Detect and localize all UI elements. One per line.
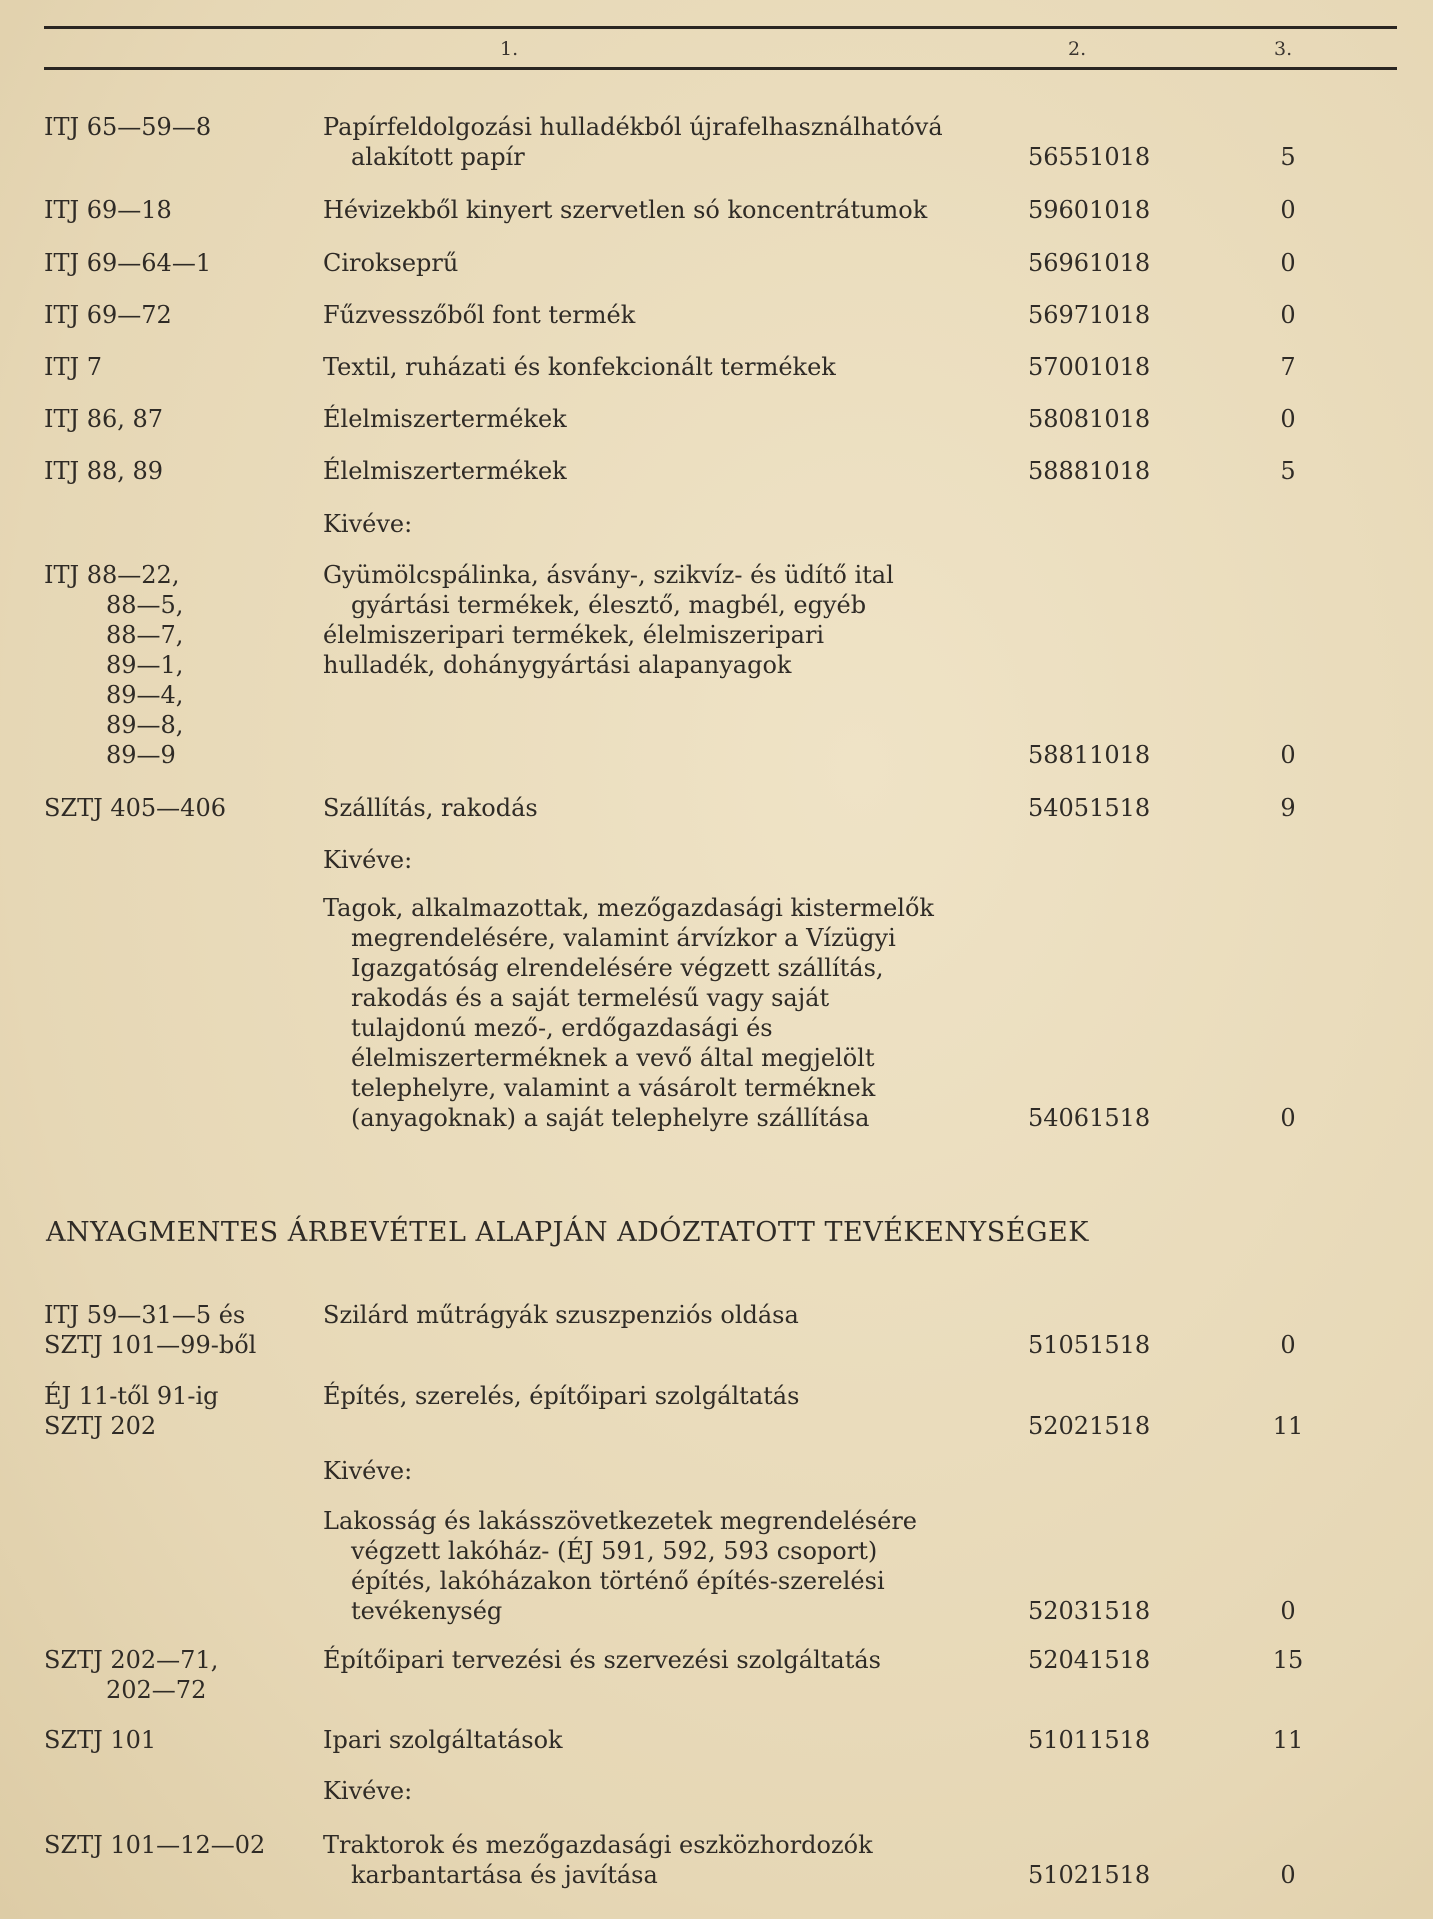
code-line: ÉJ 11-től 91-ig [44, 1382, 219, 1410]
rate-value: 0 [1280, 249, 1296, 277]
description-line: tulajdonú mező-, erdőgazdasági és [351, 1014, 773, 1042]
code-line: SZTJ 405—406 [44, 794, 226, 822]
code-cell [44, 352, 304, 382]
description-line: Tagok, alkalmazottak, mezőgazdasági kistermelők [323, 894, 934, 922]
description-cell [323, 112, 1023, 172]
code-cell [44, 300, 304, 330]
description-line: megrendelésére, valamint árvízkor a Vízügyi [351, 924, 896, 952]
description-cell [323, 1645, 1023, 1675]
code-line: ITJ 88—22, [44, 561, 180, 589]
description-line: Élelmiszertermékek [323, 457, 567, 485]
rate-value: 0 [1280, 405, 1296, 433]
description-cell [323, 456, 1023, 486]
description-line: telephelyre, valamint a vásárolt terméknek [351, 1074, 876, 1102]
code-number: 56971018 [1028, 301, 1151, 329]
column-header-1: 1. [500, 38, 519, 60]
header-rule [44, 67, 1397, 70]
description-line: tevékenység [351, 1597, 503, 1625]
code-number: 58881018 [1028, 457, 1151, 485]
code-number: 51011518 [1028, 1726, 1151, 1754]
column-header-2: 2. [1068, 38, 1087, 60]
description-line: Ipari szolgáltatások [323, 1726, 563, 1754]
code-line: 89—8, [106, 711, 184, 739]
code-cell [44, 793, 304, 823]
code-cell [44, 560, 304, 770]
column-header-3: 3. [1274, 38, 1293, 60]
section-title: ANYAGMENTES ÁRBEVÉTEL ALAPJÁN ADÓZTATOTT TEVÉKENYSÉGEK [46, 1217, 1089, 1248]
description-cell [323, 404, 1023, 434]
description-line: Traktorok és mezőgazdasági eszközhordozók [323, 1831, 873, 1859]
description-line: Papírfeldolgozási hulladékból újrafelhasználhatóvá [323, 113, 943, 141]
description-line: Építés, szerelés, építőipari szolgáltatás [323, 1382, 800, 1410]
code-number: 52021518 [1028, 1412, 1151, 1440]
code-line: ITJ 86, 87 [44, 405, 164, 433]
description-line: végzett lakóház- (ÉJ 591, 592, 593 csoport) [351, 1537, 878, 1565]
description-cell [323, 509, 1023, 539]
description-cell [323, 1830, 1023, 1890]
description-line: hulladék, dohánygyártási alapanyagok [323, 651, 792, 679]
code-cell [44, 248, 304, 278]
code-line: SZTJ 101 [44, 1726, 157, 1754]
description-line: Élelmiszertermékek [323, 405, 567, 433]
description-cell [323, 560, 1023, 680]
code-line: 89—1, [106, 651, 184, 679]
top-rule [44, 26, 1397, 29]
description-line: alakított papír [351, 143, 525, 171]
description-cell [323, 248, 1023, 278]
code-line: ITJ 59—31—5 és [44, 1301, 246, 1329]
code-line: 89—9 [106, 741, 176, 769]
code-line: ITJ 69—72 [44, 301, 172, 329]
code-cell [44, 1381, 304, 1441]
rate-value: 0 [1280, 1597, 1296, 1625]
code-line: 202—72 [106, 1676, 207, 1704]
code-cell [44, 404, 304, 434]
code-number: 56961018 [1028, 249, 1151, 277]
rate-value: 0 [1280, 301, 1296, 329]
code-cell [44, 1725, 304, 1755]
code-line: ITJ 65—59—8 [44, 113, 212, 141]
rate-value: 0 [1280, 1861, 1296, 1889]
rate-value: 7 [1280, 353, 1296, 381]
code-number: 58811018 [1028, 741, 1151, 769]
code-line: SZTJ 202—71, [44, 1646, 219, 1674]
code-number: 52031518 [1028, 1597, 1151, 1625]
description-cell [323, 1300, 1023, 1330]
code-line: ITJ 7 [44, 353, 103, 381]
code-number: 54051518 [1028, 794, 1151, 822]
description-line: karbantartása és javítása [351, 1861, 658, 1889]
code-cell [44, 195, 304, 225]
code-line: 88—5, [106, 591, 184, 619]
description-cell [323, 300, 1023, 330]
code-line: ITJ 69—64—1 [44, 249, 212, 277]
description-line: Építőipari tervezési és szervezési szolgáltatás [323, 1646, 881, 1674]
code-line: ITJ 69—18 [44, 196, 172, 224]
description-line: Szállítás, rakodás [323, 794, 538, 822]
rate-value: 0 [1280, 1104, 1296, 1132]
description-line: Textil, ruházati és konfekcionált termékek [323, 353, 836, 381]
description-cell [323, 1776, 1023, 1806]
code-cell [44, 1830, 304, 1860]
code-cell [44, 1645, 304, 1705]
description-cell [323, 195, 1023, 225]
code-line: 89—4, [106, 681, 184, 709]
code-number: 54061518 [1028, 1104, 1151, 1132]
code-number: 51021518 [1028, 1861, 1151, 1889]
code-cell [44, 1300, 304, 1360]
description-line: gyártási termékek, élesztő, magbél, egyéb [351, 591, 867, 619]
description-line: Gyümölcspálinka, ásvány-, szikvíz- és üdítő ital [323, 561, 894, 589]
description-line: élelmiszeripari termékek, élelmiszeripari [323, 621, 825, 649]
description-line: építés, lakóházakon történő építés-szerelési [351, 1567, 885, 1595]
code-number: 51051518 [1028, 1331, 1151, 1359]
description-line: Kivéve: [323, 846, 413, 874]
description-cell [323, 1381, 1023, 1411]
description-line: Kivéve: [323, 1777, 413, 1805]
description-line: Lakosság és lakásszövetkezetek megrendelésére [323, 1507, 917, 1535]
code-number: 52041518 [1028, 1646, 1151, 1674]
rate-value: 5 [1280, 457, 1296, 485]
rate-value: 11 [1272, 1726, 1304, 1754]
code-line: ITJ 88, 89 [44, 457, 164, 485]
description-cell [323, 1506, 1023, 1626]
code-line: 88—7, [106, 621, 184, 649]
description-line: Szilárd műtrágyák szuszpenziós oldása [323, 1301, 799, 1329]
code-number: 59601018 [1028, 196, 1151, 224]
rate-value: 0 [1280, 741, 1296, 769]
description-cell [323, 893, 1023, 1133]
code-line: SZTJ 101—12—02 [44, 1831, 266, 1859]
description-cell [323, 793, 1023, 823]
rate-value: 11 [1272, 1412, 1304, 1440]
description-cell [323, 352, 1023, 382]
rate-value: 0 [1280, 1331, 1296, 1359]
description-line: Fűzvesszőből font termék [323, 301, 636, 329]
code-cell [44, 456, 304, 486]
rate-value: 5 [1280, 143, 1296, 171]
description-line: Kivéve: [323, 1457, 413, 1485]
code-number: 56551018 [1028, 143, 1151, 171]
description-cell [323, 1725, 1023, 1755]
description-line: Hévizekből kinyert szervetlen só koncentrátumok [323, 196, 928, 224]
code-cell [44, 112, 304, 142]
description-line: Kivéve: [323, 510, 413, 538]
description-line: Igazgatóság elrendelésére végzett szállítás, [351, 954, 884, 982]
rate-value: 15 [1272, 1646, 1304, 1674]
rate-value: 0 [1280, 196, 1296, 224]
code-line: SZTJ 202 [44, 1412, 157, 1440]
description-line: (anyagoknak) a saját telephelyre szállítása [351, 1104, 870, 1132]
description-line: Cirokseprű [323, 249, 459, 277]
description-line: rakodás és a saját termelésű vagy saját [351, 984, 830, 1012]
description-cell [323, 1456, 1023, 1486]
code-line: SZTJ 101—99-ből [44, 1331, 257, 1359]
description-cell [323, 845, 1023, 875]
code-number: 58081018 [1028, 405, 1151, 433]
description-line: élelmiszerterméknek a vevő által megjelölt [351, 1044, 875, 1072]
code-number: 57001018 [1028, 353, 1151, 381]
rate-value: 9 [1280, 794, 1296, 822]
